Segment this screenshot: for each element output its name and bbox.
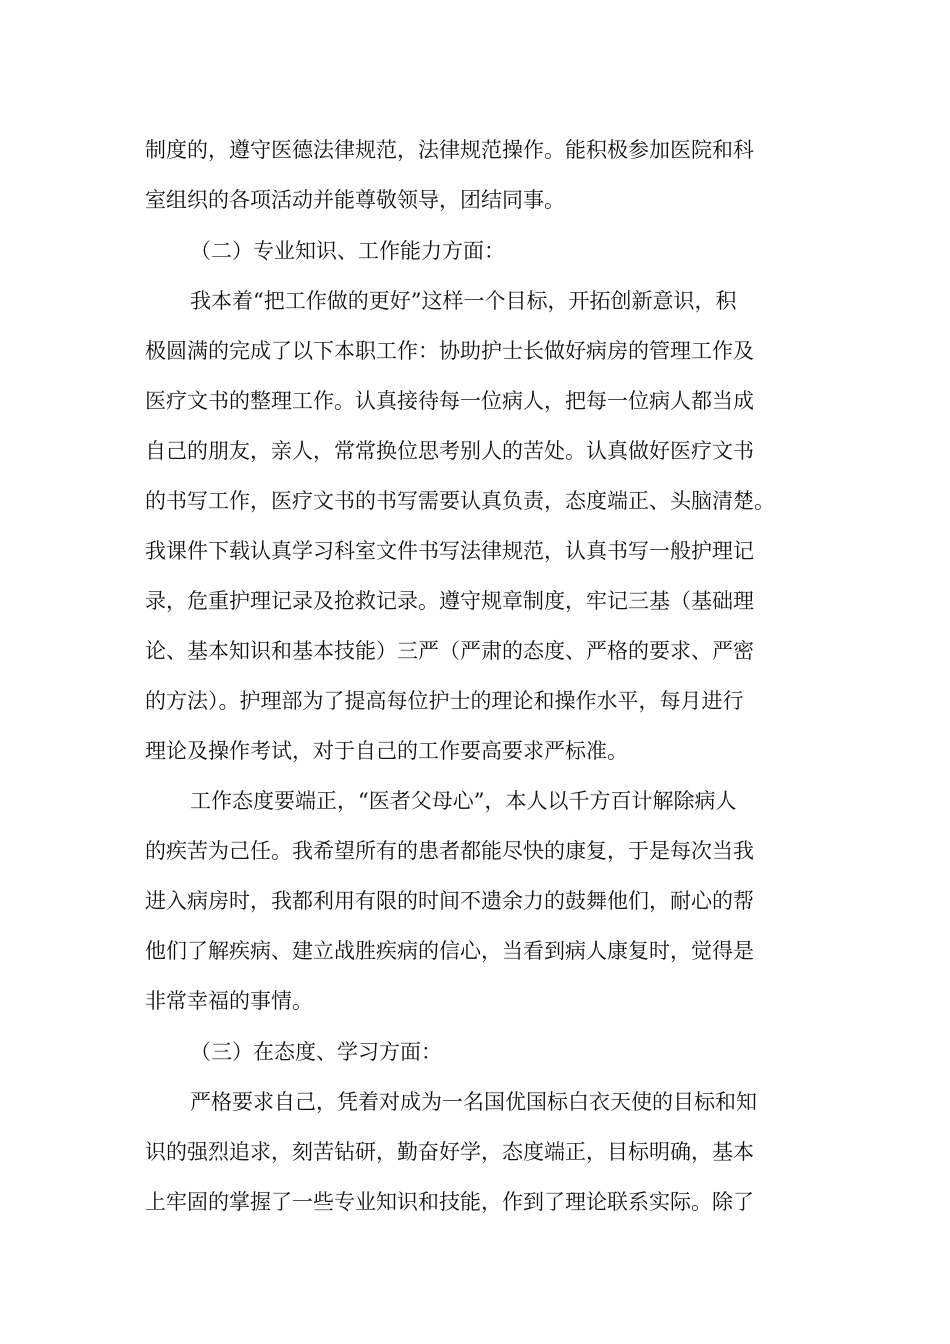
text-line: 非常幸福的事情。 (145, 989, 313, 1013)
text-line: 识的强烈追求，刻苦钻研，勤奋好学，态度端正，目标明确，基本 (145, 1140, 754, 1164)
section-heading-3: （三）在态度、学习方面： (190, 1040, 442, 1064)
text-line: 录，危重护理记录及抢救记录。遵守规章制度，牢记三基（基础理 (145, 589, 754, 613)
text-line: 室组织的各项活动并能尊敬领导，团结同事。 (145, 188, 565, 212)
text-line: 工作态度要端正，“医者父母心”，本人以千方百计解除病人 (190, 789, 737, 813)
text-line: 的疾苦为己任。我希望所有的患者都能尽快的康复，于是每次当我 (145, 839, 754, 863)
section-heading-2: （二）专业知识、工作能力方面： (190, 239, 505, 263)
text-line: 医疗文书的整理工作。认真接待每一位病人，把每一位病人都当成 (145, 389, 754, 413)
text-line: 他们了解疾病、建立战胜疾病的信心，当看到病人康复时，觉得是 (145, 939, 754, 963)
text-line: 的书写工作，医疗文书的书写需要认真负责，态度端正、头脑清楚。 (145, 489, 775, 513)
text-line: 严格要求自己，凭着对成为一名国优国标白衣天使的目标和知 (190, 1090, 757, 1114)
text-line: 的方法）。护理部为了提高每位护士的理论和操作水平，每月进行 (145, 689, 744, 713)
text-line: 制度的，遵守医德法律规范，法律规范操作。能积极参加医院和科 (145, 138, 754, 162)
text-line: 自己的朋友，亲人，常常换位思考别人的苦处。认真做好医疗文书 (145, 439, 754, 463)
text-line: 进入病房时，我都利用有限的时间不遗余力的鼓舞他们，耐心的帮 (145, 889, 754, 913)
text-line: 我本着“把工作做的更好”这样一个目标，开拓创新意识，积 (190, 289, 737, 313)
text-line: 理论及操作考试，对于自己的工作要高要求严标准。 (145, 739, 628, 763)
text-line: 极圆满的完成了以下本职工作：协助护士长做好病房的管理工作及 (145, 339, 754, 363)
text-line: 论、基本知识和基本技能）三严（严肃的态度、严格的要求、严密 (145, 639, 754, 663)
text-line: 我课件下载认真学习科室文件书写法律规范，认真书写一般护理记 (145, 539, 754, 563)
text-line: 上牢固的掌握了一些专业知识和技能，作到了理论联系实际。除了 (145, 1190, 754, 1214)
